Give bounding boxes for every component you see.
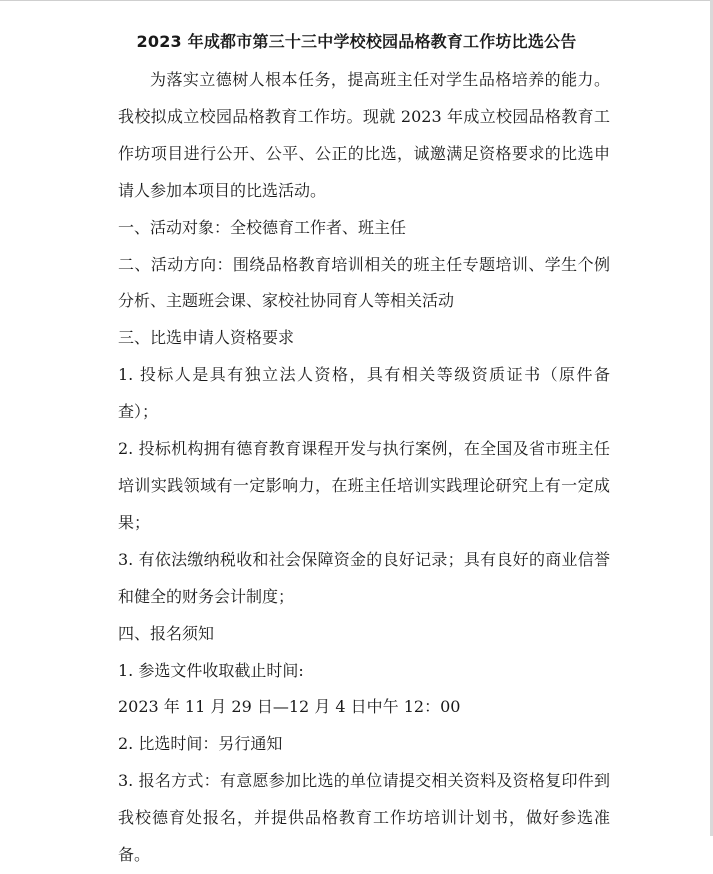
- notice-item: 1. 参选文件收取截止时间:: [118, 660, 304, 680]
- requirement-item: 2. 投标机构拥有德育教育课程开发与执行案例，在全国及省市班主任培训实践领域有一定影响力，在班主任培训实践理论研究上有一定成果；: [118, 439, 610, 532]
- document-body: [118, 62, 610, 874]
- section-target-audience: 一、活动对象：全校德育工作者、班主任: [118, 217, 407, 237]
- top-divider: [0, 0, 713, 1]
- requirement-item: 3. 有依法缴纳税收和社会保障资金的良好记录；具有良好的商业信誉和健全的财务会计制度；: [118, 549, 610, 606]
- notice-item: 2. 比选时间：另行通知: [118, 734, 283, 754]
- section-activity-direction: 二、活动方向：围绕品格教育培训相关的班主任专题培训、学生个例分析、主题班会课、家校社协同育人等相关活动: [118, 254, 610, 311]
- notice-item: 3. 报名方式：有意愿参加比选的单位请提交相关资料及资格复印件到我校德育处报名，并提供品格教育工作坊培训计划书，做好参选准备。: [118, 771, 610, 865]
- requirement-item: 1. 投标人是具有独立法人资格，具有相关等级资质证书（原件备查）；: [118, 365, 610, 422]
- section-qualification-heading: 三、比选申请人资格要求: [118, 328, 295, 348]
- section-registration-heading: 四、报名须知: [118, 623, 215, 643]
- deadline-value: 2023 年 11 月 29 日—12 月 4 日中午 12：00: [118, 697, 461, 717]
- document-title: 2023 年成都市第三十三中学校校园品格教育工作坊比选公告: [136, 32, 577, 51]
- intro-paragraph: 为落实立德树人根本任务，提高班主任对学生品格培养的能力。我校拟成立校园品格教育工作坊。现就 2023 年成立校园品格教育工作坊项目进行公开、公平、公正的比选，诚邀满足资格要求的比选申请人参加本项目的比选活动。: [118, 70, 610, 200]
